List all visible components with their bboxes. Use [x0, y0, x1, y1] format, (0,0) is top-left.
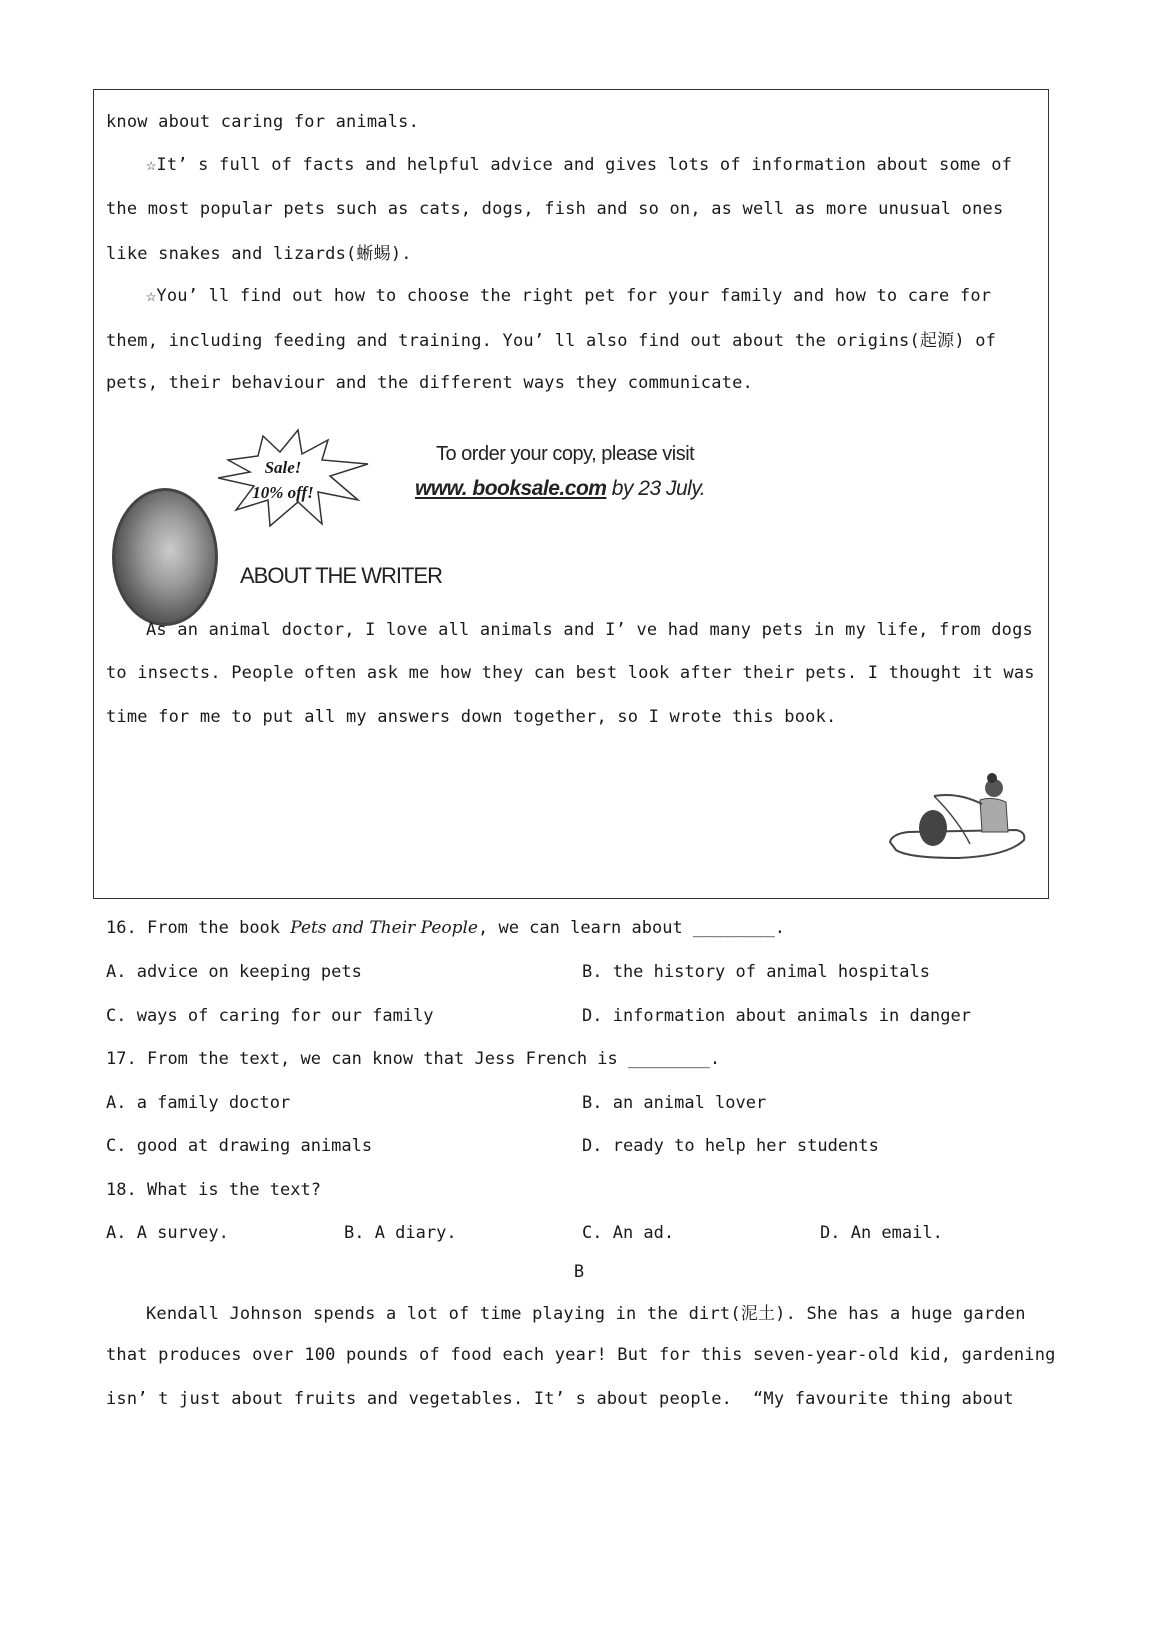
question-17-stem — [106, 1049, 720, 1069]
sale-badge-line2: 10% off! — [252, 483, 314, 502]
option-17-c[interactable]: C. good at drawing animals — [106, 1136, 373, 1156]
passage-line: know about caring for animals. — [106, 112, 420, 132]
about-writer-heading: ABOUT THE WRITER — [240, 563, 442, 588]
option-16-d[interactable]: D. information about animals in danger — [582, 1006, 971, 1026]
writer-line: As an animal doctor, I love all animals and I’ ve had many pets in my life, from dogs — [146, 620, 1033, 640]
passage-line: pets, their behaviour and the different ways they communicate. — [106, 373, 753, 393]
writer-line: to insects. People often ask me how they can best look after their pets. I thought it was — [106, 663, 1035, 683]
question-number: 18. — [106, 1180, 137, 1200]
question-number: 16. — [106, 918, 137, 938]
dog-bath-illustration-icon — [888, 770, 1028, 885]
option-18-d[interactable]: D. An email. — [820, 1223, 943, 1243]
option-18-b[interactable]: B. A diary. — [344, 1223, 457, 1243]
sale-badge-line1: Sale! — [264, 458, 302, 477]
option-17-a[interactable]: A. a family doctor — [106, 1093, 291, 1113]
section-b-line: isn’ t just about fruits and vegetables. It’ s about people. “My favourite thing about — [106, 1389, 1014, 1409]
question-18-stem — [106, 1180, 321, 1200]
option-18-a[interactable]: A. A survey. — [106, 1223, 229, 1243]
question-text: From the book — [146, 918, 291, 938]
order-text: To order your copy, please visit — [436, 443, 695, 465]
order-deadline: by 23 July. — [606, 477, 706, 500]
question-16-stem — [106, 918, 785, 938]
order-link-line — [415, 477, 705, 501]
option-17-b[interactable]: B. an animal lover — [582, 1093, 767, 1113]
writer-portrait — [112, 488, 218, 626]
passage-line: ☆You’ ll find out how to choose the right pet for your family and how to care for — [146, 286, 992, 306]
option-16-c[interactable]: C. ways of caring for our family — [106, 1006, 434, 1026]
option-16-b[interactable]: B. the history of animal hospitals — [582, 962, 930, 982]
passage-line: them, including feeding and training. You’ ll also find out about the origins(起源) of — [106, 331, 997, 351]
question-text: From the text, we can know that Jess French is ________. — [146, 1049, 721, 1069]
section-b-line: Kendall Johnson spends a lot of time playing in the dirt(泥土). She has a huge garden — [146, 1304, 1026, 1324]
sale-badge — [248, 455, 318, 505]
book-title: Pets and Their People — [290, 918, 478, 938]
option-16-a[interactable]: A. advice on keeping pets — [106, 962, 362, 982]
writer-line: time for me to put all my answers down together, so I wrote this book. — [106, 707, 837, 727]
question-number: 17. — [106, 1049, 137, 1069]
passage-line: ☆It’ s full of facts and helpful advice and gives lots of information about some of — [146, 155, 1013, 175]
option-18-c[interactable]: C. An ad. — [582, 1223, 675, 1243]
option-17-d[interactable]: D. ready to help her students — [582, 1136, 879, 1156]
section-b-line: that produces over 100 pounds of food each year! But for this seven-year-old kid, gardening — [106, 1345, 1056, 1365]
question-text: What is the text? — [146, 1180, 321, 1200]
passage-line: the most popular pets such as cats, dogs, fish and so on, as well as more unusual ones — [106, 199, 1004, 219]
section-b-heading: B — [573, 1262, 585, 1282]
booksale-link[interactable]: www. booksale.com — [415, 477, 607, 500]
question-text: , we can learn about ________. — [478, 918, 786, 938]
passage-line: like snakes and lizards(蜥蜴). — [106, 244, 412, 264]
